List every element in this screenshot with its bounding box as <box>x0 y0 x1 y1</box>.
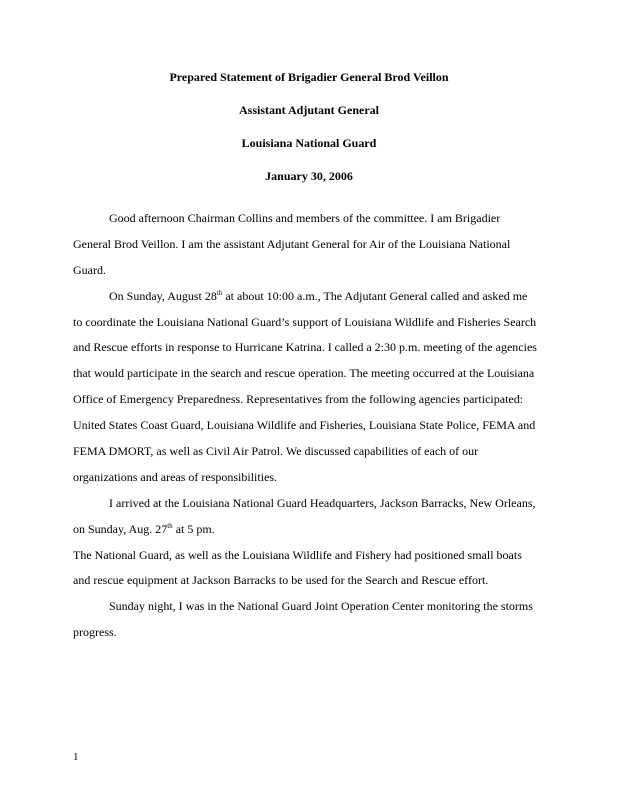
paragraph-greeting <box>73 206 553 284</box>
paragraph-arrival <box>73 491 553 543</box>
text-line: FEMA DMORT, as well as Civil Air Patrol. We discussed capabilities of each of our <box>73 444 479 459</box>
text-line: Office of Emergency Preparedness. Representatives from the following agencies participated: <box>73 392 524 407</box>
text-line: Sunday night, I was in the National Guard Joint Operation Center monitoring the storms <box>109 599 533 614</box>
text-line: The National Guard, as well as the Louisiana Wildlife and Fishery had positioned small boats <box>73 547 522 562</box>
text-line: General Brod Veillon. I am the assistant Adjutant General for Air of the Louisiana National <box>73 236 511 251</box>
text-line: to coordinate the Louisiana National Guard’s support of Louisiana Wildlife and Fisheries Search <box>73 314 537 329</box>
text-line: Guard. <box>73 262 106 277</box>
text-line: United States Coast Guard, Louisiana Wildlife and Fisheries, Louisiana State Police, FEMA and <box>73 418 536 433</box>
text-line: and Rescue efforts in response to Hurricane Katrina. I called a 2:30 p.m. meeting of the agencies <box>73 340 537 355</box>
ordinal-suffix: th <box>216 288 223 297</box>
document-title-block <box>0 70 618 202</box>
text-line: progress. <box>73 625 117 640</box>
text-line: and rescue equipment at Jackson Barracks to be used for the Search and Rescue effort. <box>73 573 489 588</box>
paragraph-boats <box>73 543 553 595</box>
document-body <box>73 206 553 646</box>
text-line: that would participate in the search and rescue operation. The meeting occurred at the Louisiana <box>73 366 535 381</box>
text-line: Good afternoon Chairman Collins and members of the committee. I am Brigadier <box>109 211 501 225</box>
text-line: organizations and areas of responsibilities. <box>73 469 278 484</box>
text-segment: at about 10:00 a.m., The Adjutant General called and asked me <box>222 288 528 303</box>
document-date: January 30, 2006 <box>265 169 353 183</box>
paragraph-sunday-call <box>73 284 553 491</box>
document-title: Prepared Statement of Brigadier General Brod Veillon <box>169 70 449 84</box>
text-line <box>73 517 553 543</box>
paragraph-sunday-night <box>73 594 553 646</box>
text-segment: on Sunday, Aug. 27 <box>73 521 168 536</box>
text-segment: at 5 pm. <box>172 521 215 536</box>
document-subtitle-position: Assistant Adjutant General <box>238 103 379 117</box>
text-line: I arrived at the Louisiana National Guard Headquarters, Jackson Barracks, New Orleans, <box>109 495 536 510</box>
text-segment: On Sunday, August 28 <box>109 288 217 303</box>
text-line <box>73 284 553 310</box>
document-subtitle-organization: Louisiana National Guard <box>241 136 377 150</box>
page-number: 1 <box>73 751 79 763</box>
ordinal-suffix: th <box>167 521 173 530</box>
